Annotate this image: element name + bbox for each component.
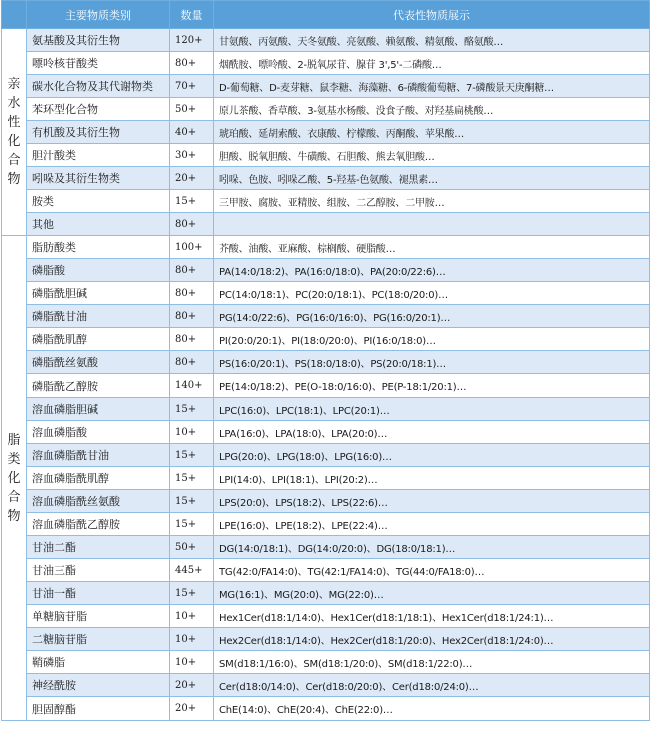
examples-cell: SM(d18:1/16:0)、SM(d18:1/20:0)、SM(d18:1/22:0)… (214, 651, 650, 674)
category-cell: 苯环型化合物 (27, 98, 170, 121)
category-cell: 磷脂酰肌醇 (27, 328, 170, 351)
count-cell: 10+ (170, 628, 214, 651)
examples-cell: Hex1Cer(d18:1/14:0)、Hex1Cer(d18:1/18:1)、Hex1Cer(d18:1/24:1)… (214, 605, 650, 628)
table-row (2, 421, 650, 444)
examples-cell: LPA(16:0)、LPA(18:0)、LPA(20:0)… (214, 421, 650, 444)
count-cell: 20+ (170, 167, 214, 190)
examples-cell: PS(16:0/20:1)、PS(18:0/18:0)、PS(20:0/18:1)… (214, 351, 650, 374)
category-cell: 溶血磷脂酰肌醇 (27, 467, 170, 490)
table-row (2, 305, 650, 328)
category-cell: 胺类 (27, 190, 170, 213)
examples-cell: 原儿茶酸、香草酸、3-氨基水杨酸、没食子酸、对羟基扁桃酸… (214, 98, 650, 121)
table-row (2, 52, 650, 75)
count-cell: 15+ (170, 467, 214, 490)
category-cell: 甘油二酯 (27, 536, 170, 559)
examples-cell: LPC(16:0)、LPC(18:1)、LPC(20:1)… (214, 398, 650, 421)
examples-cell: 烟酰胺、嘌呤酸、2-脱氧尿苷、腺苷 3',5'-二磷酸… (214, 52, 650, 75)
examples-cell: LPI(14:0)、LPI(18:1)、LPI(20:2)… (214, 467, 650, 490)
table-row (2, 605, 650, 628)
examples-cell: PE(14:0/18:2)、PE(O-18:0/16:0)、PE(P-18:1/20:1)… (214, 374, 650, 398)
category-cell: 溶血磷脂酰乙醇胺 (27, 513, 170, 536)
count-cell: 100+ (170, 236, 214, 259)
group-label (2, 236, 27, 721)
group-label (2, 29, 27, 236)
examples-cell (214, 213, 650, 236)
count-cell: 15+ (170, 582, 214, 605)
count-cell: 10+ (170, 605, 214, 628)
header-count: 数量 (170, 1, 214, 29)
examples-cell: PA(14:0/18:2)、PA(16:0/18:0)、PA(20:0/22:6)… (214, 259, 650, 282)
table-row (2, 559, 650, 582)
table-row (2, 651, 650, 674)
count-cell: 70+ (170, 75, 214, 98)
category-cell: 磷脂酰甘油 (27, 305, 170, 328)
category-cell: 溶血磷脂胆碱 (27, 398, 170, 421)
table-row (2, 582, 650, 605)
metabolite-category-table (1, 0, 650, 721)
table-row (2, 674, 650, 697)
table-row (2, 374, 650, 398)
category-cell: 磷脂酰乙醇胺 (27, 374, 170, 398)
count-cell: 40+ (170, 121, 214, 144)
category-cell: 单糖脑苷脂 (27, 605, 170, 628)
count-cell: 80+ (170, 213, 214, 236)
count-cell: 15+ (170, 490, 214, 513)
category-cell: 溶血磷脂酰丝氨酸 (27, 490, 170, 513)
examples-cell: PG(14:0/22:6)、PG(16:0/16:0)、PG(16:0/20:1)… (214, 305, 650, 328)
examples-cell: LPS(20:0)、LPS(18:2)、LPS(22:6)… (214, 490, 650, 513)
count-cell: 15+ (170, 190, 214, 213)
category-cell: 吲哚及其衍生物类 (27, 167, 170, 190)
count-cell: 445+ (170, 559, 214, 582)
count-cell: 80+ (170, 259, 214, 282)
group-label-char: 化 (7, 470, 21, 486)
category-cell: 甘油三酯 (27, 559, 170, 582)
category-cell: 有机酸及其衍生物 (27, 121, 170, 144)
table-row (2, 236, 650, 259)
table-row (2, 513, 650, 536)
table-row (2, 75, 650, 98)
category-cell: 神经酰胺 (27, 674, 170, 697)
table-row (2, 328, 650, 351)
group-label-char: 物 (7, 172, 21, 187)
examples-cell: 三甲胺、腐胺、亚精胺、组胺、二乙醇胺、二甲胺… (214, 190, 650, 213)
category-cell: 磷脂酰胆碱 (27, 282, 170, 305)
group-label-char: 水 (7, 96, 21, 111)
count-cell: 120+ (170, 29, 214, 52)
examples-cell: Cer(d18:0/14:0)、Cer(d18:0/20:0)、Cer(d18:0/24:0)… (214, 674, 650, 697)
count-cell: 20+ (170, 674, 214, 697)
count-cell: 50+ (170, 536, 214, 559)
category-cell: 二糖脑苷脂 (27, 628, 170, 651)
examples-cell: DG(14:0/18:1)、DG(14:0/20:0)、DG(18:0/18:1)… (214, 536, 650, 559)
header-category: 主要物质类别 (27, 1, 170, 29)
category-cell: 胆固醇酯 (27, 697, 170, 721)
count-cell: 80+ (170, 305, 214, 328)
examples-cell: PC(14:0/18:1)、PC(20:0/18:1)、PC(18:0/20:0)… (214, 282, 650, 305)
examples-cell: 胆酸、脱氧胆酸、牛磺酸、石胆酸、熊去氧胆酸… (214, 144, 650, 167)
category-cell: 溶血磷脂酰甘油 (27, 444, 170, 467)
count-cell: 15+ (170, 398, 214, 421)
category-cell: 甘油一酯 (27, 582, 170, 605)
category-cell: 其他 (27, 213, 170, 236)
count-cell: 10+ (170, 651, 214, 674)
table-row (2, 98, 650, 121)
group-label-char: 化 (7, 134, 21, 149)
group-label-char: 合 (7, 489, 21, 505)
category-cell: 碳水化合物及其代谢物类 (27, 75, 170, 98)
header-examples: 代表性物质展示 (214, 1, 650, 29)
examples-cell: 琥珀酸、延胡索酸、衣康酸、柠檬酸、丙酮酸、苹果酸… (214, 121, 650, 144)
header-group (2, 1, 27, 29)
category-cell: 磷脂酰丝氨酸 (27, 351, 170, 374)
count-cell: 140+ (170, 374, 214, 398)
table-row (2, 351, 650, 374)
examples-cell: 芥酸、油酸、亚麻酸、棕榈酸、硬脂酸… (214, 236, 650, 259)
examples-cell: Hex2Cer(d18:1/14:0)、Hex2Cer(d18:1/20:0)、Hex2Cer(d18:1/24:0)… (214, 628, 650, 651)
category-cell: 胆汁酸类 (27, 144, 170, 167)
count-cell: 10+ (170, 421, 214, 444)
group-label-char: 脂 (7, 432, 21, 448)
table-row (2, 190, 650, 213)
count-cell: 80+ (170, 351, 214, 374)
table-row (2, 121, 650, 144)
table-row (2, 259, 650, 282)
category-cell: 脂肪酸类 (27, 236, 170, 259)
examples-cell: PI(20:0/20:1)、PI(18:0/20:0)、PI(16:0/18:0)… (214, 328, 650, 351)
group-label-char: 物 (7, 508, 21, 524)
examples-cell: TG(42:0/FA14:0)、TG(42:1/FA14:0)、TG(44:0/FA18:0)… (214, 559, 650, 582)
count-cell: 15+ (170, 444, 214, 467)
table-row (2, 697, 650, 721)
table-row (2, 282, 650, 305)
category-cell: 溶血磷脂酸 (27, 421, 170, 444)
count-cell: 20+ (170, 697, 214, 721)
count-cell: 80+ (170, 282, 214, 305)
examples-cell: MG(16:1)、MG(20:0)、MG(22:0)… (214, 582, 650, 605)
table-row (2, 536, 650, 559)
table-body (2, 29, 650, 721)
table-header-row (2, 1, 650, 29)
count-cell: 80+ (170, 52, 214, 75)
category-cell: 氨基酸及其衍生物 (27, 29, 170, 52)
table-row (2, 628, 650, 651)
count-cell: 30+ (170, 144, 214, 167)
category-cell: 鞘磷脂 (27, 651, 170, 674)
examples-cell: 甘氨酸、丙氨酸、天冬氨酸、亮氨酸、赖氨酸、精氨酸、酪氨酸… (214, 29, 650, 52)
count-cell: 15+ (170, 513, 214, 536)
group-label-char: 合 (7, 153, 21, 168)
category-cell: 嘌呤核苷酸类 (27, 52, 170, 75)
examples-cell: D-葡萄糖、D-麦芽糖、鼠李糖、海藻糖、6-磷酸葡萄糖、7-磷酸景天庚酮糖… (214, 75, 650, 98)
table-row (2, 398, 650, 421)
count-cell: 80+ (170, 328, 214, 351)
table-row (2, 29, 650, 52)
table-row (2, 467, 650, 490)
examples-cell: 吲哚、色胺、吲哚乙酸、5-羟基-色氨酸、褪黑素… (214, 167, 650, 190)
examples-cell: LPG(20:0)、LPG(18:0)、LPG(16:0)… (214, 444, 650, 467)
examples-cell: LPE(16:0)、LPE(18:2)、LPE(22:4)… (214, 513, 650, 536)
table-row (2, 167, 650, 190)
table-row (2, 144, 650, 167)
group-label-char: 类 (7, 451, 21, 467)
table-row (2, 444, 650, 467)
examples-cell: ChE(14:0)、ChE(20:4)、ChE(22:0)… (214, 697, 650, 721)
category-cell: 磷脂酸 (27, 259, 170, 282)
group-label-char: 性 (7, 115, 21, 130)
count-cell: 50+ (170, 98, 214, 121)
group-label-char: 亲 (7, 77, 21, 92)
table-row (2, 213, 650, 236)
table-row (2, 490, 650, 513)
